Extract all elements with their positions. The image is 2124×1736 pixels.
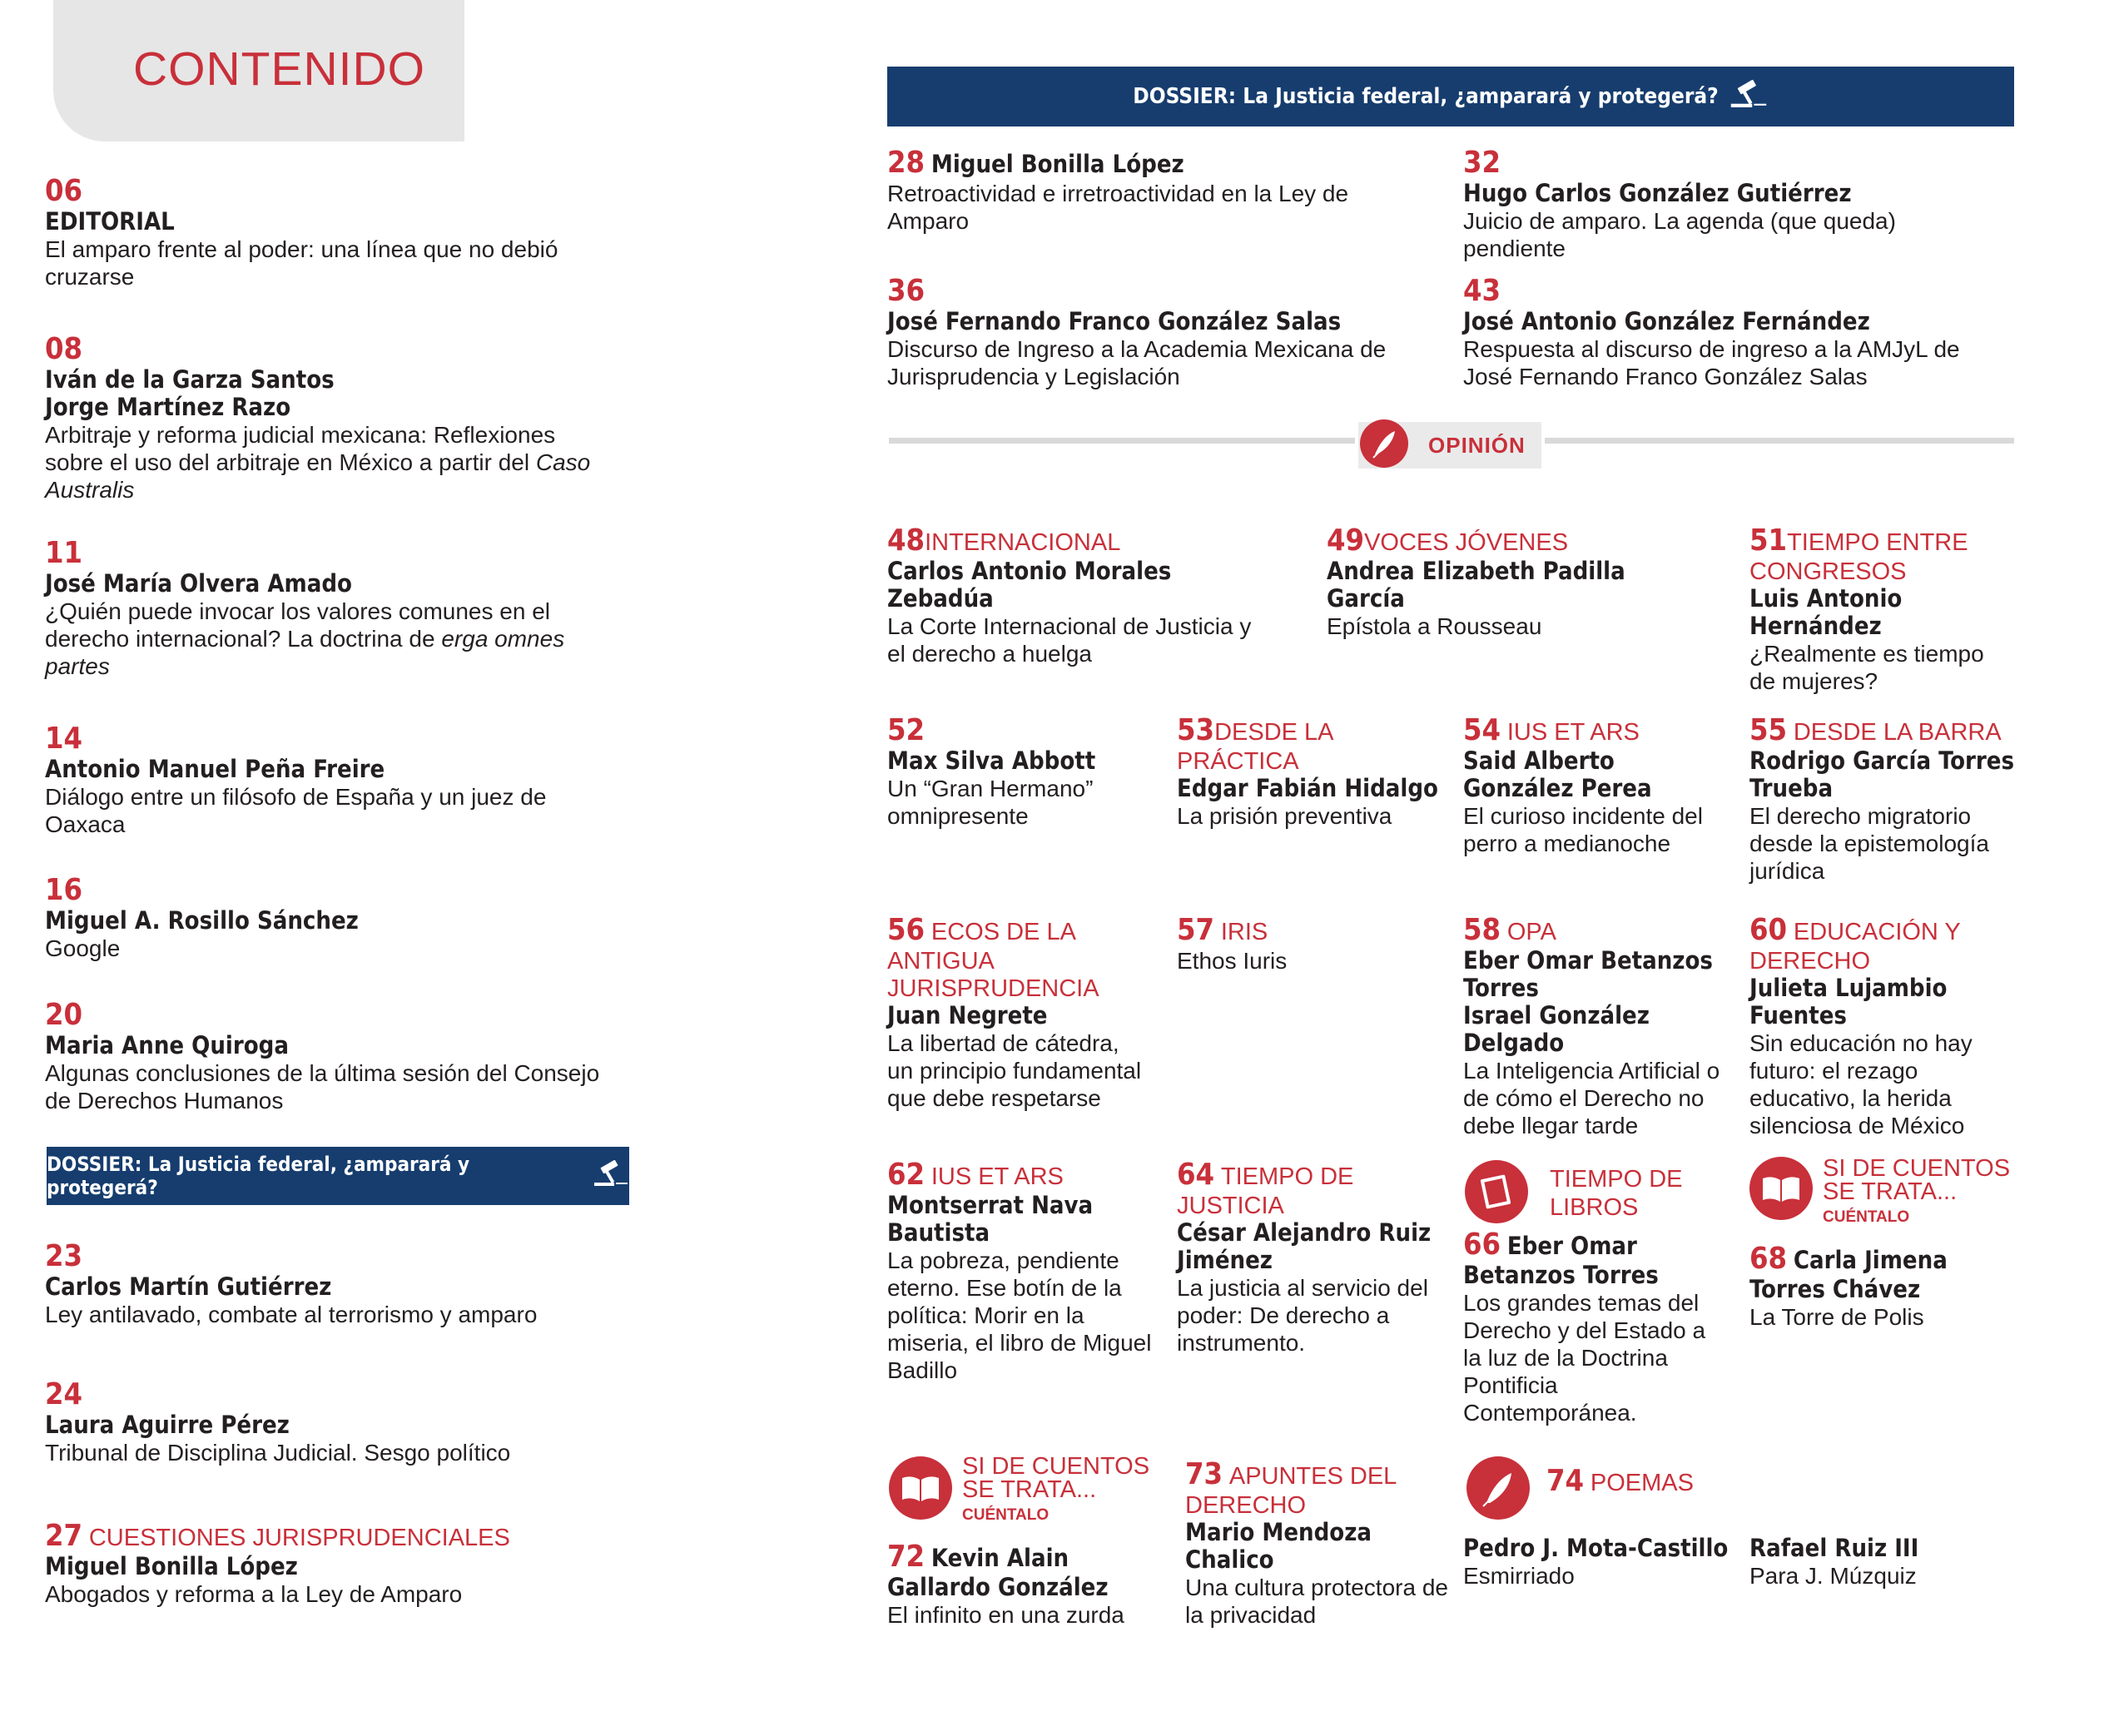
- section-label: IUS ET ARS: [1506, 719, 1640, 746]
- page-number: 57: [1177, 913, 1215, 947]
- toc-entry[interactable]: [887, 914, 1145, 1112]
- toc-entry[interactable]: [887, 1158, 1154, 1384]
- article-title: Diálogo entre un filósofo de España y un juez de Oaxaca: [45, 784, 547, 837]
- article-title: Algunas conclusiones de la última sesión del Consejo de Derechos Humanos: [45, 1060, 600, 1114]
- toc-entry[interactable]: [1749, 1535, 2016, 1590]
- page-number: 49: [1327, 523, 1365, 558]
- author: Miguel Bonilla López: [930, 150, 1184, 178]
- article-title: Para J. Múzquiz: [1749, 1563, 1917, 1589]
- section-label: VOCES JÓVENES: [1364, 529, 1569, 556]
- page-number: 28: [887, 146, 926, 180]
- article-title: La justicia al servicio del poder: De derecho a instrumento.: [1177, 1275, 1428, 1356]
- page-number: 24: [45, 1377, 83, 1411]
- article-title: El derecho migratorio desde la epistemología jurídica: [1749, 803, 1989, 884]
- page-number: 06: [45, 174, 83, 208]
- author: Antonio Manuel Peña Freire: [45, 755, 385, 783]
- toc-entry[interactable]: [887, 1455, 1154, 1629]
- toc-entry[interactable]: [1463, 914, 1729, 1139]
- toc-entry[interactable]: [1749, 914, 2016, 1139]
- section-label: IRIS: [1220, 919, 1268, 945]
- article-title: ¿Realmente es tiempo de mujeres?: [1749, 641, 1984, 694]
- section-label: DESDE LA BARRA: [1793, 719, 2002, 746]
- article-title: Un “Gran Hermano” omnipresente: [887, 776, 1094, 829]
- author: Julieta Lujambio Fuentes: [1749, 974, 1948, 1029]
- page-number: 52: [887, 713, 926, 747]
- author: Rodrigo García Torres Trueba: [1749, 746, 2014, 802]
- article-title: La Corte Internacional de Justicia y el derecho a huelga: [887, 613, 1252, 667]
- article-title: Respuesta al discurso de ingreso a la AMJyL de José Fernando Franco González Salas: [1463, 336, 1960, 389]
- article-title: Ethos Iuris: [1177, 948, 1288, 974]
- article-title: Epístola a Rousseau: [1327, 613, 1542, 639]
- article-title: Esmirriado: [1463, 1563, 1575, 1589]
- toc-entry[interactable]: [45, 537, 611, 680]
- article-title: El amparo frente al poder: una línea que no debió cruzarse: [45, 236, 558, 290]
- section-label: SI DE CUENTOS SE TRATA...: [1823, 1155, 2011, 1205]
- page-number: 36: [887, 274, 926, 308]
- author: Edgar Fabián Hidalgo: [1177, 774, 1438, 802]
- author: José Fernando Franco González Salas: [887, 307, 1342, 335]
- section-sublabel: CUÉNTALO: [1823, 1208, 1910, 1226]
- toc-entry[interactable]: [1463, 275, 2012, 390]
- section-label: CUESTIONES JURISPRUDENCIALES: [88, 1525, 510, 1551]
- author: José Antonio González Fernández: [1463, 307, 1870, 335]
- section-label: OPA: [1506, 919, 1556, 945]
- page-number: 11: [45, 536, 83, 570]
- page-number: 66: [1463, 1228, 1501, 1262]
- toc-entry[interactable]: [1177, 714, 1443, 830]
- page-number: 08: [45, 332, 83, 366]
- opinion-header: [1358, 422, 1541, 469]
- author: Juan Negrete: [887, 1001, 1048, 1029]
- toc-entry[interactable]: [1185, 1458, 1452, 1629]
- page-number: 58: [1463, 913, 1501, 947]
- section-label: SI DE CUENTOS SE TRATA...: [962, 1453, 1150, 1503]
- toc-entry[interactable]: [1463, 714, 1729, 857]
- opinion-label: OPINIÓN: [1428, 432, 1526, 458]
- toc-entry[interactable]: [45, 175, 611, 290]
- author: Mario Mendoza Chalico: [1185, 1518, 1372, 1574]
- article-title: Los grandes temas del Derecho y del Estado a la luz de la Doctrina Pontificia Contemporánea.: [1463, 1290, 1706, 1426]
- page-number: 73: [1185, 1457, 1223, 1491]
- article-title: El curioso incidente del perro a medianoche: [1463, 803, 1703, 856]
- toc-entry[interactable]: [45, 1520, 628, 1608]
- author: Carlos Antonio Morales Zebadúa: [887, 557, 1172, 613]
- section-label: DESDE LA PRÁCTICA: [1177, 719, 1332, 775]
- divider-line: [1545, 438, 2014, 444]
- author: Luis Antonio Hernández: [1749, 584, 1903, 640]
- page-number: 43: [1463, 274, 1501, 308]
- page-title: CONTENIDO: [133, 42, 425, 96]
- toc-entry[interactable]: [1177, 1158, 1443, 1357]
- author: Max Silva Abbott: [887, 746, 1096, 775]
- article-title: Arbitraje y reforma judicial mexicana: Reflexiones sobre el uso del arbitraje en México a partir del Caso Australis: [45, 422, 591, 503]
- divider-line: [889, 438, 1355, 444]
- page-number: 32: [1463, 146, 1501, 180]
- author: Pedro J. Mota-Castillo: [1463, 1534, 1729, 1562]
- page-number: 68: [1749, 1242, 1788, 1276]
- article-title: Sin educación no hay futuro: el rezago educativo, la herida silenciosa de México: [1749, 1030, 1973, 1138]
- article-title: Juicio de amparo. La agenda (que queda) pendiente: [1463, 208, 1896, 261]
- section-label: ECOS DE LA ANTIGUA JURISPRUDENCIA: [887, 919, 1099, 1002]
- section-sublabel: CUÉNTALO: [962, 1506, 1050, 1524]
- toc-entry[interactable]: [1177, 914, 1443, 975]
- page-number: 48: [887, 523, 926, 558]
- quill-icon: [1358, 418, 1410, 474]
- author: Montserrat Nava Bautista: [887, 1191, 1094, 1247]
- section-label: EDUCACIÓN Y DERECHO: [1749, 919, 1961, 975]
- gavel-icon: [1729, 80, 1769, 114]
- section-label: INTERNACIONAL: [925, 529, 1121, 556]
- article-title: El infinito en una zurda: [887, 1602, 1124, 1628]
- author: Eber Omar Betanzos Torres: [1463, 1232, 1659, 1289]
- page-number: 64: [1177, 1158, 1215, 1192]
- dossier-banner-left: DOSSIER: La Justicia federal, ¿amparará y protegerá?: [47, 1147, 629, 1205]
- page-number: 51: [1749, 523, 1788, 558]
- author: Kevin Alain Gallardo González: [887, 1544, 1109, 1601]
- toc-entry[interactable]: [45, 722, 611, 838]
- toc-entry[interactable]: [45, 874, 611, 962]
- author: Laura Aguirre Pérez: [45, 1411, 290, 1439]
- author: Carlos Martín Gutiérrez: [45, 1272, 332, 1301]
- page-number: 54: [1463, 713, 1501, 747]
- article-title: La Inteligencia Artificial o de cómo el Derecho no debe llegar tarde: [1463, 1058, 1720, 1138]
- article-title: La pobreza, pendiente eterno. Ese botín de la política: Morir en la miseria, el libro de Miguel Badillo: [887, 1247, 1152, 1383]
- author: Jorge Martínez Razo: [45, 393, 291, 421]
- toc-entry[interactable]: [1749, 714, 2016, 885]
- toc-entry[interactable]: [1463, 146, 1996, 262]
- author: José María Olvera Amado: [45, 569, 352, 598]
- toc-entry[interactable]: [1327, 524, 1710, 640]
- article-title: Una cultura protectora de la privacidad: [1185, 1575, 1448, 1628]
- toc-entry[interactable]: [1749, 524, 2016, 695]
- toc-entry[interactable]: [45, 999, 611, 1114]
- author: EDITORIAL: [45, 207, 175, 236]
- author: Eber Omar Betanzos Torres: [1463, 946, 1713, 1002]
- page-number: 27: [45, 1519, 83, 1553]
- article-title: Google: [45, 935, 121, 961]
- section-label: APUNTES DEL DERECHO: [1185, 1463, 1397, 1519]
- article-title: Retroactividad e irretroactividad en la Ley de Amparo: [887, 181, 1349, 234]
- author: Rafael Ruiz III: [1749, 1534, 1919, 1562]
- toc-entry[interactable]: [887, 524, 1270, 667]
- article-title: Ley antilavado, combate al terrorismo y amparo: [45, 1302, 538, 1327]
- gavel-icon: [593, 1160, 629, 1192]
- section-label: TIEMPO DE JUSTICIA: [1177, 1163, 1354, 1219]
- toc-entry[interactable]: [887, 275, 1437, 390]
- toc-entry[interactable]: [45, 333, 611, 503]
- author: Israel González Delgado: [1463, 1001, 1650, 1057]
- page-number: 72: [887, 1540, 926, 1574]
- toc-entry[interactable]: [45, 1240, 628, 1328]
- page-number: 16: [45, 873, 83, 907]
- author: Hugo Carlos González Gutiérrez: [1463, 179, 1852, 207]
- page-number: 53: [1177, 713, 1215, 747]
- section-label: IUS ET ARS: [930, 1163, 1064, 1190]
- toc-entry[interactable]: [887, 146, 1403, 235]
- author: Iván de la Garza Santos: [45, 365, 335, 394]
- article-title: La Torre de Polis: [1749, 1304, 1924, 1330]
- page-number: 20: [45, 998, 83, 1032]
- article-title: La prisión preventiva: [1177, 803, 1392, 829]
- author: Andrea Elizabeth Padilla García: [1327, 557, 1625, 613]
- page-number: 55: [1749, 713, 1788, 747]
- toc-entry[interactable]: [45, 1378, 628, 1466]
- article-title: ¿Quién puede invocar los valores comunes en el derecho internacional? La doctrina de erga omnes partes: [45, 598, 565, 679]
- page-number: 23: [45, 1239, 83, 1273]
- article-title: La libertad de cátedra, un principio fundamental que debe respetarse: [887, 1030, 1142, 1111]
- author: Carla Jimena Torres Chávez: [1749, 1246, 1948, 1303]
- dossier-banner-right: DOSSIER: La Justicia federal, ¿amparará y protegerá?: [887, 67, 2014, 126]
- author: Miguel A. Rosillo Sánchez: [45, 906, 359, 935]
- section-label: TIEMPO ENTRE CONGRESOS: [1749, 529, 1968, 585]
- page-number: 60: [1749, 913, 1788, 947]
- section-label: TIEMPO DE LIBROS: [1550, 1166, 1683, 1221]
- toc-entry[interactable]: [1749, 1157, 2016, 1331]
- page-number: 14: [45, 722, 83, 756]
- page-number: 62: [887, 1158, 926, 1192]
- toc-entry[interactable]: [1463, 1160, 1729, 1426]
- toc-entry[interactable]: [887, 714, 1154, 830]
- page-number: 56: [887, 913, 926, 947]
- article-title: Tribunal de Disciplina Judicial. Sesgo político: [45, 1440, 511, 1466]
- author: Maria Anne Quiroga: [45, 1031, 289, 1059]
- author: Miguel Bonilla López: [45, 1552, 298, 1580]
- author: César Alejandro Ruiz Jiménez: [1177, 1218, 1432, 1274]
- toc-entry[interactable]: [1463, 1465, 1729, 1590]
- author: Said Alberto González Perea: [1463, 746, 1652, 802]
- page-number: 74: [1546, 1464, 1585, 1498]
- article-title: Discurso de Ingreso a la Academia Mexicana de Jurisprudencia y Legislación: [887, 336, 1387, 389]
- article-title: Abogados y reforma a la Ley de Amparo: [45, 1581, 463, 1607]
- section-label: POEMAS: [1590, 1470, 1694, 1496]
